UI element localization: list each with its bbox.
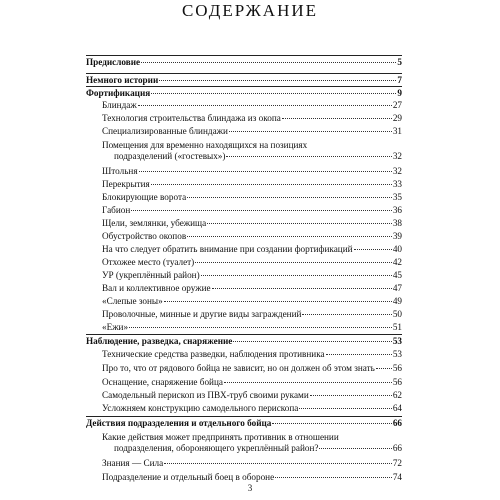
toc-entry-page: 49 [392, 296, 402, 306]
leader-dots [282, 118, 392, 119]
toc-entry[interactable] [86, 257, 402, 268]
toc-entry-page: 74 [392, 472, 402, 482]
leader-dots [187, 197, 392, 198]
toc-entry-title: Щели, землянки, убежища [102, 218, 207, 228]
leader-dots [139, 171, 392, 172]
toc-entry-title: Помещения для временно находящихся на позициях [102, 140, 308, 150]
toc-entry[interactable] [86, 179, 402, 190]
toc-entry-title: Отхожее место (туалет) [102, 257, 195, 267]
toc-entry[interactable] [86, 244, 402, 255]
toc-entry-title: Предисловие [86, 57, 141, 67]
toc-entry[interactable] [86, 100, 402, 111]
toc-entry-title: Габион [102, 205, 131, 215]
toc-entry-title: Вал и коллективное оружие [102, 283, 211, 293]
leader-dots [224, 382, 392, 383]
toc-entry-page: 42 [392, 257, 402, 267]
toc-entry[interactable] [86, 88, 402, 99]
toc-entry[interactable] [86, 296, 402, 307]
toc-entry-page: 33 [392, 179, 402, 189]
toc-entry[interactable] [86, 57, 402, 68]
toc-entry-page: 35 [392, 192, 402, 202]
toc-entry-title: Перекрытия [102, 179, 150, 189]
page-title: СОДЕРЖАНИЕ [181, 1, 319, 20]
leader-dots [299, 408, 391, 409]
toc-entry-page: 53 [392, 349, 402, 359]
toc-entry-page: 53 [392, 336, 402, 346]
toc-entry[interactable] [86, 458, 402, 469]
toc-entry[interactable] [86, 390, 402, 401]
toc-entry[interactable] [86, 218, 402, 229]
toc-entry-title: Технические средства разведки, наблюдения противника [102, 349, 325, 359]
leader-dots [151, 184, 392, 185]
toc-entry-page: 39 [392, 231, 402, 241]
leader-dots [141, 62, 396, 63]
toc-entry-page: 51 [392, 322, 402, 332]
toc-entry-page: 50 [392, 309, 402, 319]
toc-entry-page: 64 [392, 403, 402, 413]
leader-dots [310, 395, 392, 396]
toc-entry[interactable] [86, 270, 402, 281]
toc-entry-title: Блиндаж [102, 100, 137, 110]
leader-dots [195, 262, 392, 263]
section-rule [86, 55, 402, 56]
toc-entry-title: На что следует обратить внимание при создании фортификаций [102, 244, 353, 254]
leader-dots [164, 463, 392, 464]
toc-entry-page: 31 [392, 126, 402, 136]
toc-entry[interactable] [86, 140, 402, 162]
toc-entry[interactable] [86, 322, 402, 333]
toc-entry-title-continued: подразделений («гостевых») [114, 151, 226, 161]
toc-entry-title: Наблюдение, разведка, снаряжение [86, 336, 233, 346]
toc-entry-title: Фортификация [86, 88, 151, 98]
toc-entry[interactable] [86, 349, 402, 360]
toc-entry-page: 56 [392, 363, 402, 373]
leader-dots [302, 314, 391, 315]
leader-dots [229, 131, 392, 132]
page-number: 3 [247, 483, 253, 493]
toc-entry[interactable] [86, 309, 402, 320]
toc-entry-page: 45 [392, 270, 402, 280]
toc-entry-page: 5 [397, 57, 402, 67]
leader-dots [376, 368, 392, 369]
toc-entry-title: Про то, что от рядового бойца не зависит, но он должен об этом знать [102, 363, 375, 373]
toc-entry[interactable] [86, 363, 402, 374]
toc-entry-title: Подразделение и отдельный боец в обороне [102, 472, 275, 482]
toc-entry-page: 38 [392, 218, 402, 228]
toc-entry[interactable] [86, 75, 402, 86]
toc-entry-page: 36 [392, 205, 402, 215]
toc-entry[interactable] [86, 418, 402, 429]
leader-dots [164, 301, 392, 302]
leader-dots [129, 327, 392, 328]
toc-entry-title: «Слепые зоны» [102, 296, 163, 306]
leader-dots [159, 80, 396, 81]
toc-entry[interactable] [86, 432, 402, 454]
toc-entry[interactable] [86, 205, 402, 216]
toc-entry-title: «Ежи» [102, 322, 129, 332]
toc-entry-title: Специализированные блиндажи [102, 126, 228, 136]
section-rule [86, 416, 402, 417]
toc-entry-page: 47 [392, 283, 402, 293]
toc-entry-page: 66 [392, 418, 402, 428]
toc-entry-page: 40 [392, 244, 402, 254]
toc-entry-page: 66 [392, 443, 402, 453]
toc-entry-title: Самодельный перископ из ПВХ-труб своими руками [102, 390, 309, 400]
toc-entry-page: 32 [392, 166, 402, 176]
toc-entry-title: Оснащение, снаряжение бойца [102, 377, 223, 387]
toc-entry[interactable] [86, 166, 402, 177]
toc-entry-page: 72 [392, 458, 402, 468]
leader-dots [207, 223, 392, 224]
toc-entry-page: 62 [392, 390, 402, 400]
toc-entry[interactable] [86, 231, 402, 242]
leader-dots [354, 249, 392, 250]
toc-entry[interactable] [86, 113, 402, 124]
leader-dots [272, 423, 391, 424]
toc-entry[interactable] [86, 192, 402, 203]
toc-entry-page: 32 [392, 151, 402, 161]
section-rule [86, 73, 402, 74]
toc-entry-title: Усложняем конструкцию самодельного перископа [102, 403, 299, 413]
leader-dots [187, 236, 392, 237]
toc-entry-title: УР (укреплённый район) [102, 270, 200, 280]
toc-entry-page: 56 [392, 377, 402, 387]
toc-entry-title: Штольня [102, 166, 138, 176]
toc-entry[interactable] [86, 472, 402, 483]
toc-entry[interactable] [86, 377, 402, 388]
leader-dots [226, 156, 391, 157]
leader-dots [151, 93, 396, 94]
toc-entry-title: Немного истории [86, 75, 159, 85]
leader-dots [201, 275, 392, 276]
toc-entry[interactable] [86, 403, 402, 414]
toc-entry-page: 29 [392, 113, 402, 123]
leader-dots [233, 341, 391, 342]
toc-entry-page: 7 [397, 75, 402, 85]
toc-entry-title-continued: подразделения, обороняющего укреплённый район? [114, 443, 319, 453]
leader-dots [275, 477, 392, 478]
toc-entry-title: Проволочные, минные и другие виды заграждений [102, 309, 302, 319]
toc-entry-title: Какие действия может предпринять противник в отношении [102, 432, 339, 442]
section-rule [86, 334, 402, 335]
leader-dots [319, 448, 391, 449]
toc-entry-page: 27 [392, 100, 402, 110]
toc-entry[interactable] [86, 283, 402, 294]
toc-entry-title: Действия подразделения и отдельного бойца [86, 418, 272, 428]
toc-entry-title: Технология строительства блиндажа из окопа [102, 113, 281, 123]
toc-entry-title: Знания — Сила [102, 458, 164, 468]
toc-entry-page: 9 [397, 88, 402, 98]
toc-entry[interactable] [86, 126, 402, 137]
toc-entry-title: Блокирующие ворота [102, 192, 187, 202]
leader-dots [212, 288, 392, 289]
leader-dots [131, 210, 392, 211]
toc-entry-title: Обустройство окопов [102, 231, 187, 241]
toc-entry[interactable] [86, 336, 402, 347]
leader-dots [138, 105, 392, 106]
leader-dots [326, 354, 392, 355]
section-rule [86, 86, 402, 87]
